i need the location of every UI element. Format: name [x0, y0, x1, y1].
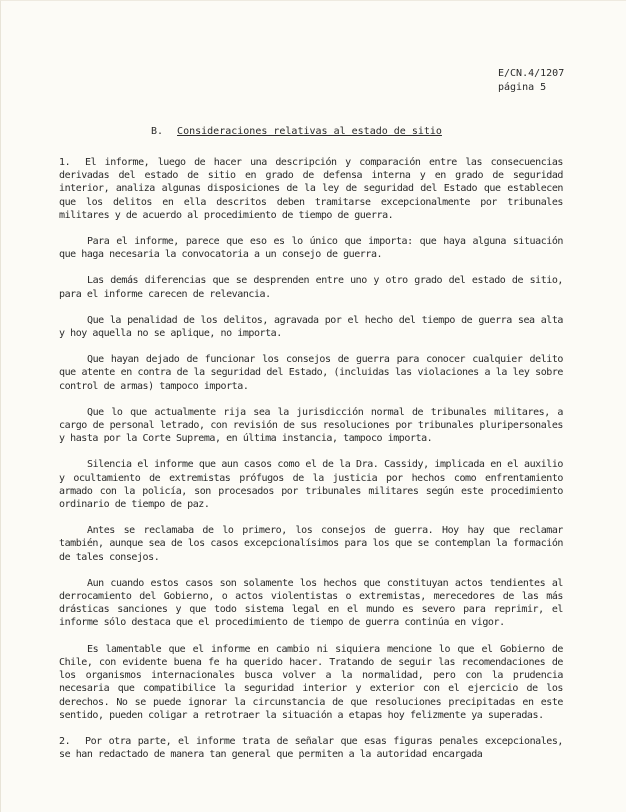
- section-title: Consideraciones relativas al estado de sitio: [177, 126, 442, 137]
- paragraph: [59, 314, 563, 340]
- paragraph-text: Silencia el informe que aun casos como el de la Dra. Cassidy, implicada en el auxilio y ocultamiento de extremistas prófugos de la justicia por hechos como enfrentamiento armado con la policía, son procesados por tribunales militares según este procedimiento ordinario de tiempo de paz.: [59, 459, 563, 511]
- paragraph: [59, 235, 563, 261]
- paragraph: [59, 274, 563, 300]
- paragraph: [59, 735, 563, 761]
- paragraph: [59, 458, 563, 511]
- paragraph-text: Antes se reclamaba de lo primero, los consejos de guerra. Hoy hay que reclamar también, aunque sea de los casos excepcionalísimos para los que se contemplan la formación de tales consejos.: [59, 525, 563, 563]
- paragraph-text: Que lo que actualmente rija sea la jurisdicción normal de tribunales militares, a cargo de personal letrado, con revisión de sus resoluciones por tribunales pluripersonales y hasta por la Corte Suprema, en última instancia, tampoco importa.: [59, 406, 563, 445]
- paragraph: [59, 353, 563, 393]
- paragraph: [59, 577, 563, 630]
- paragraph-text: Que la penalidad de los delitos, agravada por el hecho del tiempo de guerra sea alta y hoy aquella no se aplique, no importa.: [59, 314, 563, 340]
- document-symbol: E/CN.4/1207: [498, 68, 565, 79]
- section-letter: B.: [151, 126, 164, 137]
- paragraph: [59, 406, 563, 446]
- paragraph-text: Es lamentable que el informe en cambio ni siquiera mencione lo que el Gobierno de Chile, con evidente buena fe ha querido hacer. Tratando de seguir las recomendaciones de los organismos internacionales busca volver a la normalidad, pero con la prudencia necesaria que compatibilice la seguridad interior y exterior con el ejercicio de los derechos. No se puede ignorar la circunstancia de que resoluciones precipitadas en este sentido, pueden coligar a retrotraer la situación a etapas hoy felizmente ya superadas.: [59, 643, 563, 721]
- paragraph-text: Aun cuando estos casos son solamente los hechos que constituyan actos tendientes al derrocamiento del Gobierno, o actos violentistas o extremistas, merecedores de las más drásticas sanciones y que todo sistema legal en el mundo es severo para reprimir, el informe sólo destaca que el procedimiento de tiempo de guerra continúa en vigor.: [59, 577, 563, 629]
- paragraph-text: Que hayan dejado de funcionar los consejos de guerra para conocer cualquier delito que atente en contra de la seguridad del Estado, (incluidas las violaciones a la ley sobre control de armas) tampoco importa.: [59, 354, 563, 392]
- paragraph-text: Por otra parte, el informe trata de señalar que esas figuras penales excepcionales, se han redactado de manera tan general que permiten a la autoridad encargada: [59, 735, 563, 761]
- paragraph-text: Para el informe, parece que eso es lo único que importa: que haya alguna situación que haga necesaria la convocatoria a un consejo de guerra.: [59, 236, 563, 261]
- section-heading: [151, 125, 511, 138]
- paragraph-number: 1.: [59, 157, 71, 168]
- paragraph-number: 2.: [59, 735, 71, 747]
- paragraph-text: El informe, luego de hacer una descripción y comparación entre las consecuencias derivadas del estado de sitio en grado de defensa interna y en grado de seguridad interior, analiza algunas disposiciones de la ley de seguridad del Estado que establecen que los delitos en ella descritos deben tramitarse excepcionalmente por tribunales militares y de acuerdo al procedimiento de tiempo de guerra.: [59, 157, 563, 221]
- paragraph-text: Las demás diferencias que se desprenden entre uno y otro grado del estado de sitio, para el informe carecen de relevancia.: [59, 275, 563, 300]
- paragraph: [59, 524, 563, 564]
- document-reference: [498, 67, 564, 95]
- paragraph: [59, 643, 563, 722]
- page-number: página 5: [498, 82, 547, 93]
- body-text: [59, 156, 563, 774]
- paragraph: [59, 156, 563, 222]
